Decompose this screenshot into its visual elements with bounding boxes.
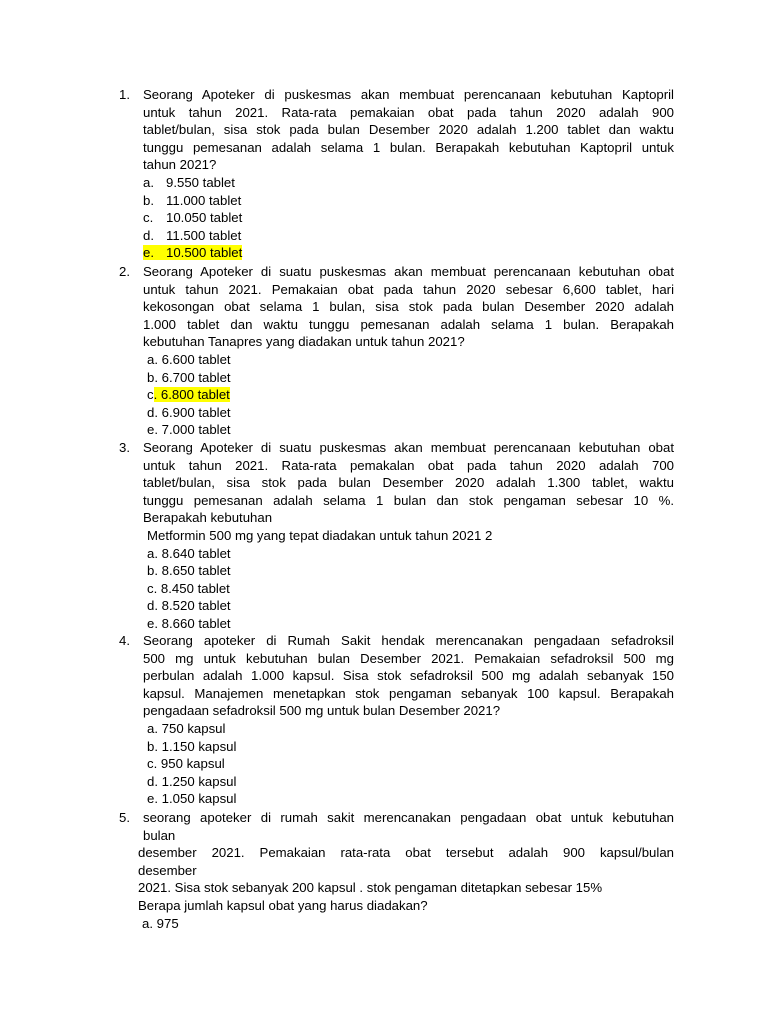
question-text [143,439,674,545]
question-line: Seorang apoteker di Rumah Sakit hendak merencanakan pengadaan sefadroksil [143,633,674,648]
question-line: desember 2021. Pemakaian rata-rata obat tersebut adalah 900 kapsul/bulan [138,845,674,861]
question-line: tablet/bulan, sisa stok pada bulan Desember 2020 adalah 1.300 tablet, waktu [143,475,674,491]
question-line: 2021. Sisa stok sebanyak 200 kapsul . stok pengaman ditetapkan sebesar 15% [138,880,603,896]
question-text [143,809,674,844]
question-line: untuk tahun 2021. Rata-rata pemakalan obat pada tahun 2020 adalah 700 [143,457,674,473]
answer-option-a: a. 750 kapsul [147,720,226,736]
question-number: 3. [119,440,130,455]
answer-option-d: d. 1.250 kapsul [147,773,237,789]
answer-option-b: b. 1.150 kapsul [147,738,237,754]
answer-option-c: c. 950 kapsul [147,756,225,772]
question-line: kekosongan obat selama 1 bulan, sisa stok pada bulan Desember 2020 adalah [143,299,674,315]
question-text [143,263,674,351]
answer-option-e: e. 1.050 kapsul [147,791,237,807]
answer-option-a: a. 975 [142,915,179,931]
question-line: 1.000 tablet dan waktu tunggu pemesanan adalah selama 1 bulan. Berapakah [143,316,674,332]
question-line: seorang apoteker di rumah sakit merencanakan pengadaan obat untuk kebutuhan [143,810,674,825]
answer-options [0,351,768,439]
question-number: 5. [119,810,130,825]
question-line: tunggu pemesanan adalah selama 1 bulan dan stok pengaman sebesar 10 %. [143,492,674,508]
answer-option-b: b. 6.700 tablet [147,369,231,385]
answer-option-a: a. 8.640 tablet [147,545,231,561]
question-continuation [138,844,674,932]
answer-option-d: d. 8.520 tablet [147,598,231,614]
question-line: Seorang Apoteker di suatu puskesmas akan membuat perencanaan kebutuhan obat [143,440,674,455]
question-number: 1. [119,87,130,102]
question-text [143,632,674,720]
answer-options [0,545,768,633]
question-line: Metformin 500 mg yang tepat diadakan untuk tahun 2021 2 [147,527,493,543]
answer-option-d: d. 11.500 tablet [143,227,242,243]
answer-option-c: c. 8.450 tablet [147,580,230,596]
answer-option-a: a. 9.550 tablet [143,174,235,190]
answer-option-d: d. 6.900 tablet [147,404,231,420]
question-line: pengadaan sefadroksil 500 mg untuk bulan Desember 2021? [143,703,501,719]
question-4 [0,632,768,808]
question-line: tunggu pemesanan adalah selama 1 bulan. Berapakah kebutuhan Kaptopril untuk [143,139,674,155]
answer-options [0,174,768,262]
question-number: 2. [119,264,130,279]
question-number: 4. [119,633,130,648]
answer-option-e: e. 8.660 tablet [147,615,231,631]
answer-highlight: . 6.800 tablet [153,387,230,403]
answer-option-e-highlighted [143,244,768,262]
answer-options [0,720,768,808]
question-5 [0,809,768,932]
answer-option-a: a. 6.600 tablet [147,351,231,367]
question-line: bulan [143,827,176,843]
question-line: untuk tahun 2021. Rata-rata pemakaian obat pada tahun 2020 adalah 900 [143,104,674,120]
question-text [143,86,674,174]
answer-option-b: b. 11.000 tablet [143,192,242,208]
answer-highlight: e. 10.500 tablet [143,245,243,261]
question-line: perbulan adalah 1.000 kapsul. Sisa stok sefadroksil 500 mg adalah sebanyak 150 [143,668,674,684]
question-2 [0,263,768,439]
question-line: desember [138,862,197,878]
question-1 [0,86,768,262]
question-line: Berapa jumlah kapsul obat yang harus diadakan? [138,897,428,913]
answer-option-b: b. 8.650 tablet [147,563,231,579]
answer-option-c: c. 10.050 tablet [143,210,243,226]
question-line: tablet/bulan, sisa stok pada bulan Desember 2020 adalah 1.200 tablet dan waktu [143,122,674,138]
question-line: kapsul. Manajemen menetapkan stok pengaman sebanyak 100 kapsul. Berapakah [143,685,674,701]
question-line: untuk tahun 2021. Pemakaian obat pada tahun 2020 sebesar 6,600 tablet, hari [143,281,674,297]
question-3 [0,439,768,633]
answer-option-e: e. 7.000 tablet [147,422,231,438]
question-line: kebutuhan Tanapres yang diadakan untuk tahun 2021? [143,334,465,350]
question-line: tahun 2021? [143,157,217,173]
question-line: Seorang Apoteker di suatu puskesmas akan membuat perencanaan kebutuhan obat [143,264,674,279]
answer-option-c-highlighted: c. 6.800 tablet [147,387,230,403]
question-line: 500 mg untuk kebutuhan bulan Desember 2021. Pemakaian sefadroksil 500 mg [143,650,674,666]
question-line: Seorang Apoteker di puskesmas akan membuat perencanaan kebutuhan Kaptopril [143,87,674,102]
question-line: Berapakah kebutuhan [143,510,273,526]
